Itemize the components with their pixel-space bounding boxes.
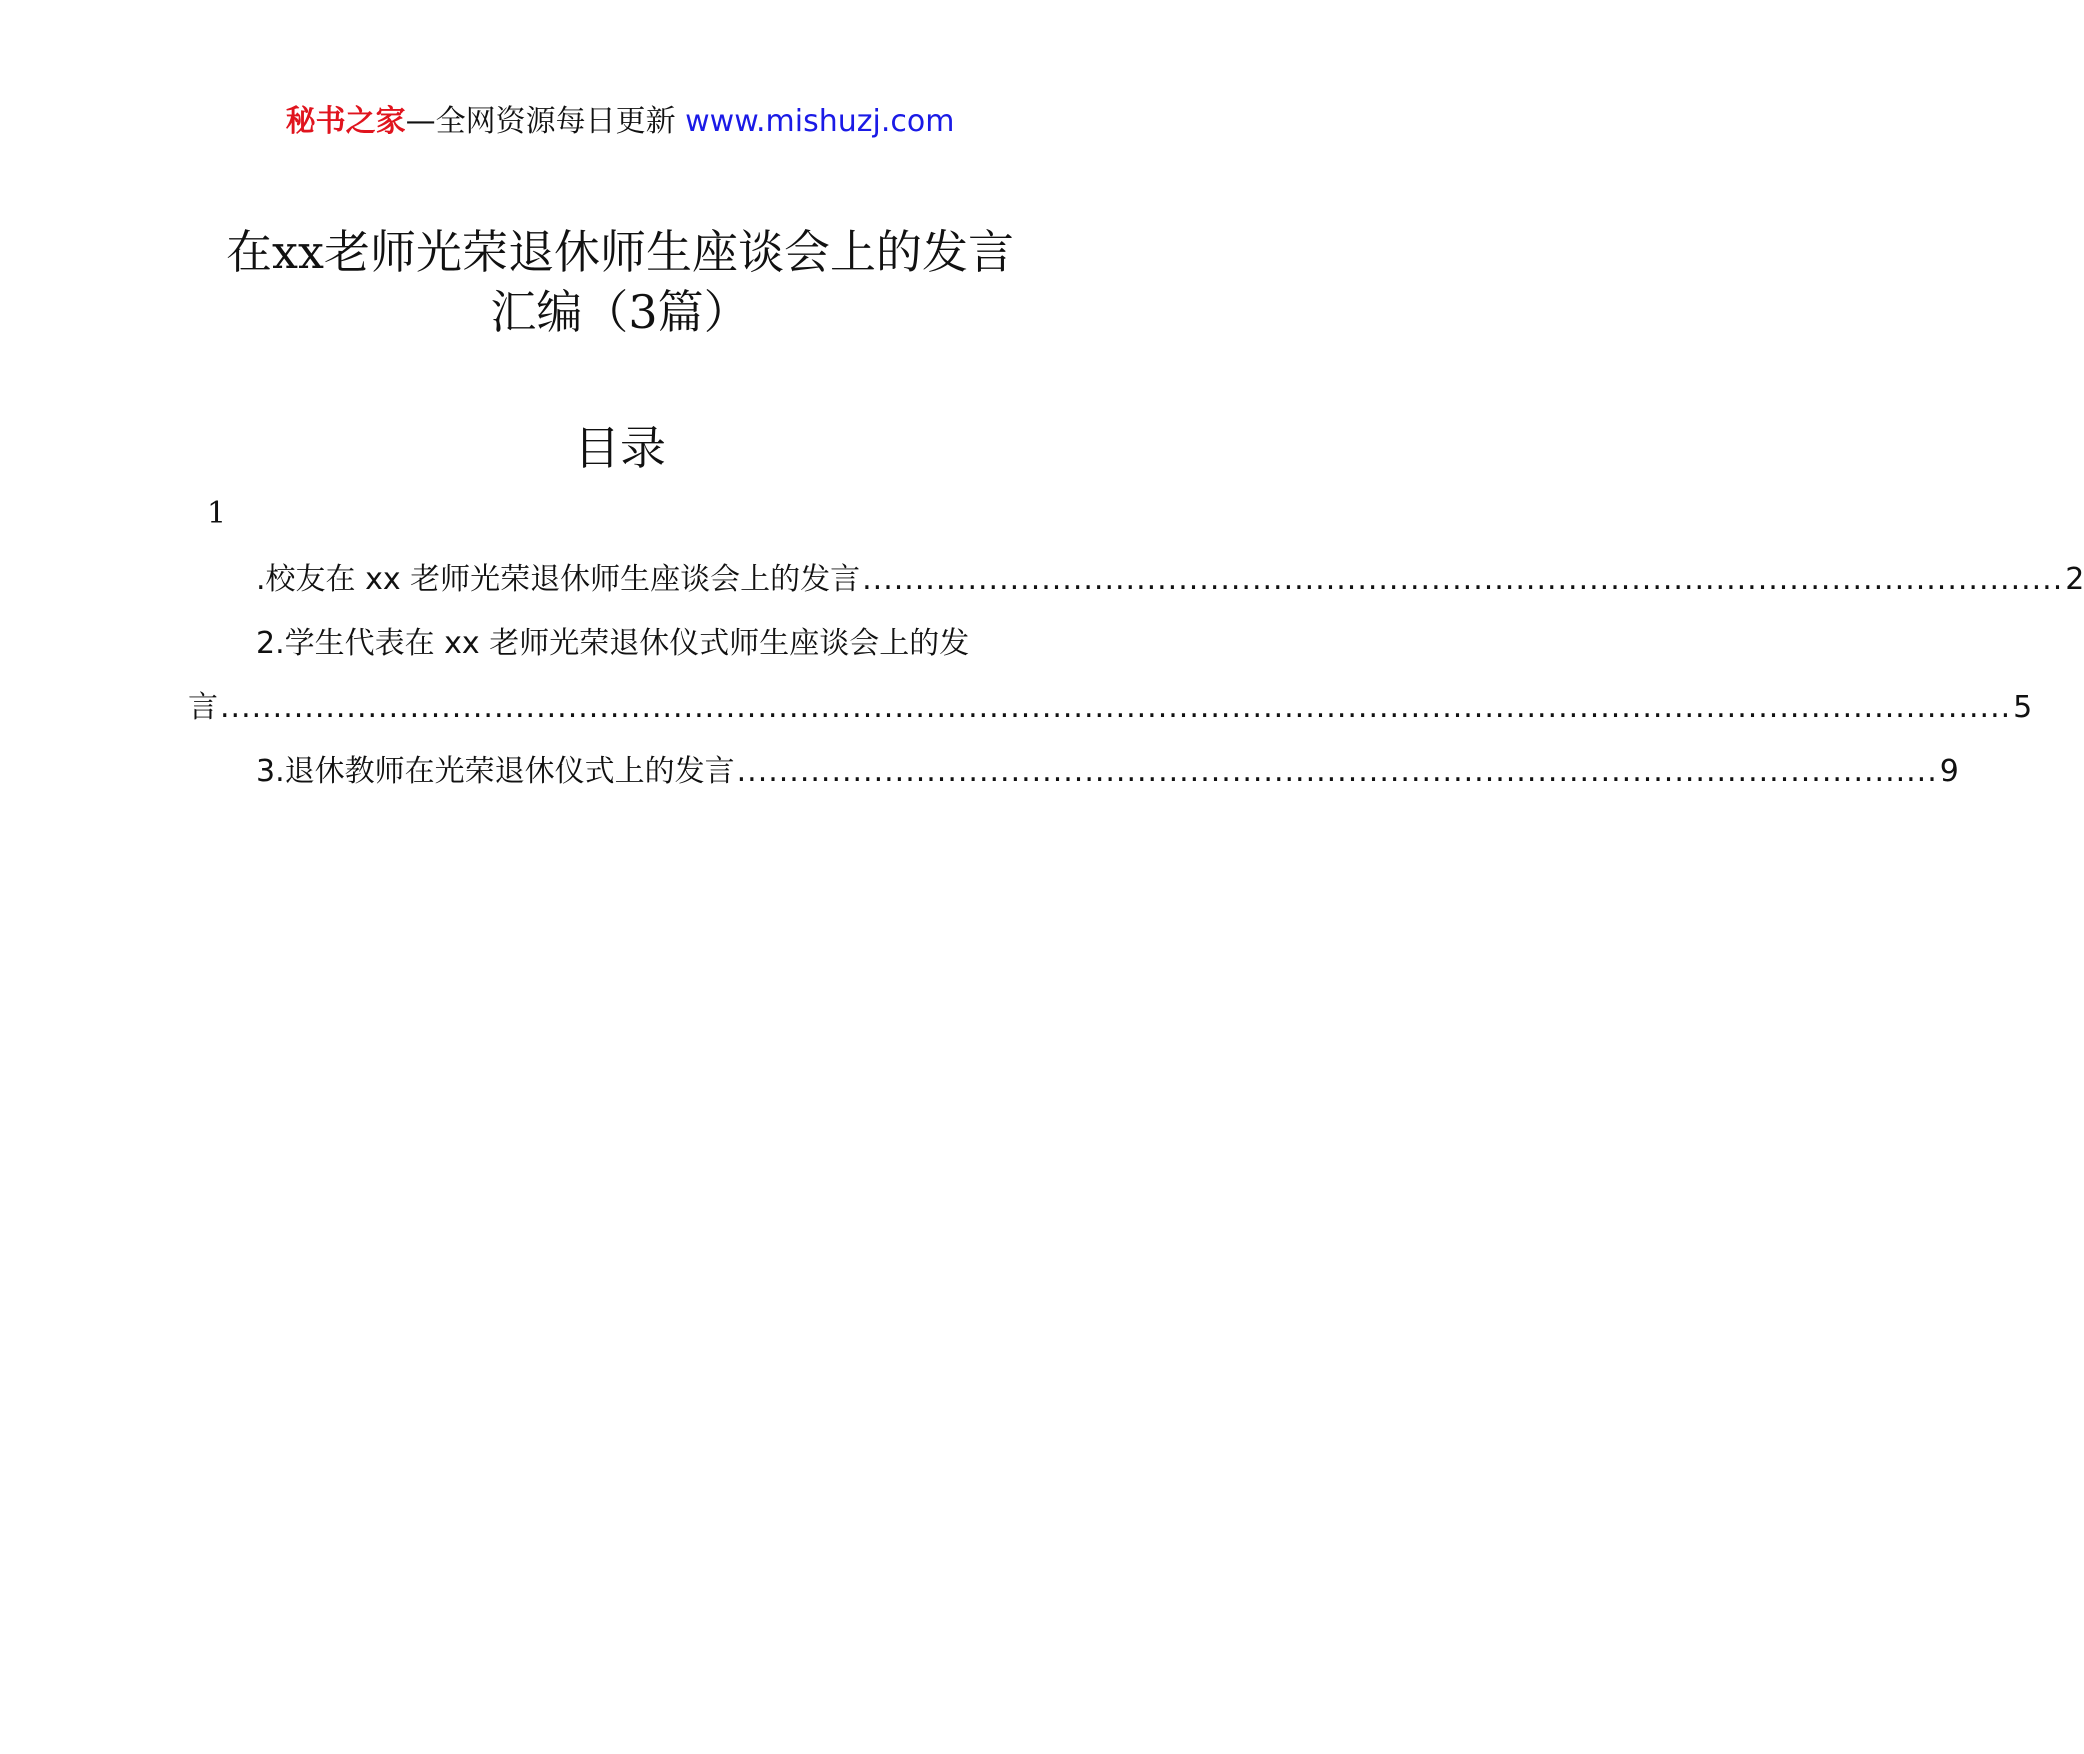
toc-entry-3[interactable] (188, 752, 1959, 816)
toc-entry-2[interactable] (188, 624, 1048, 688)
toc-dot-leader: .................................................................................................................. (862, 562, 2064, 597)
toc-dot-leader: .......................................................................................................................................................................... (220, 690, 2012, 725)
toc-list (188, 560, 2084, 816)
site-brand: 秘书之家 (285, 104, 406, 139)
site-header (0, 100, 1240, 144)
site-slogan: —全网资源每日更新 (405, 104, 686, 139)
site-url-link[interactable]: www.mishuzj.com (685, 104, 955, 139)
toc-heading: 目录 (574, 421, 666, 475)
toc-entry-text: 2.学生代表在 xx 老师光荣退休仪式师生座谈会上的发 (256, 626, 970, 661)
toc-entry-text: 3.退休教师在光荣退休仪式上的发言 (256, 754, 735, 789)
document-title (0, 222, 1240, 342)
toc-stray-number: 1 (207, 496, 227, 531)
toc-page-number: 5 (2013, 690, 2033, 725)
title-line-2: 汇编（3篇） (490, 285, 750, 339)
title-line-1: 在xx老师光荣退休师生座谈会上的发言 (226, 225, 1014, 279)
toc-entry-1[interactable] (188, 560, 2084, 624)
toc-page-number: 2 (2065, 562, 2084, 597)
toc-entry-text: .校友在 xx 老师光荣退休师生座谈会上的发言 (256, 562, 861, 597)
toc-page-number: 9 (1939, 754, 1959, 789)
toc-dot-leader: .................................................................................................................. (736, 754, 1938, 789)
toc-entry-text: 言 (188, 690, 218, 725)
toc-entry-2-continued[interactable] (188, 688, 2033, 752)
